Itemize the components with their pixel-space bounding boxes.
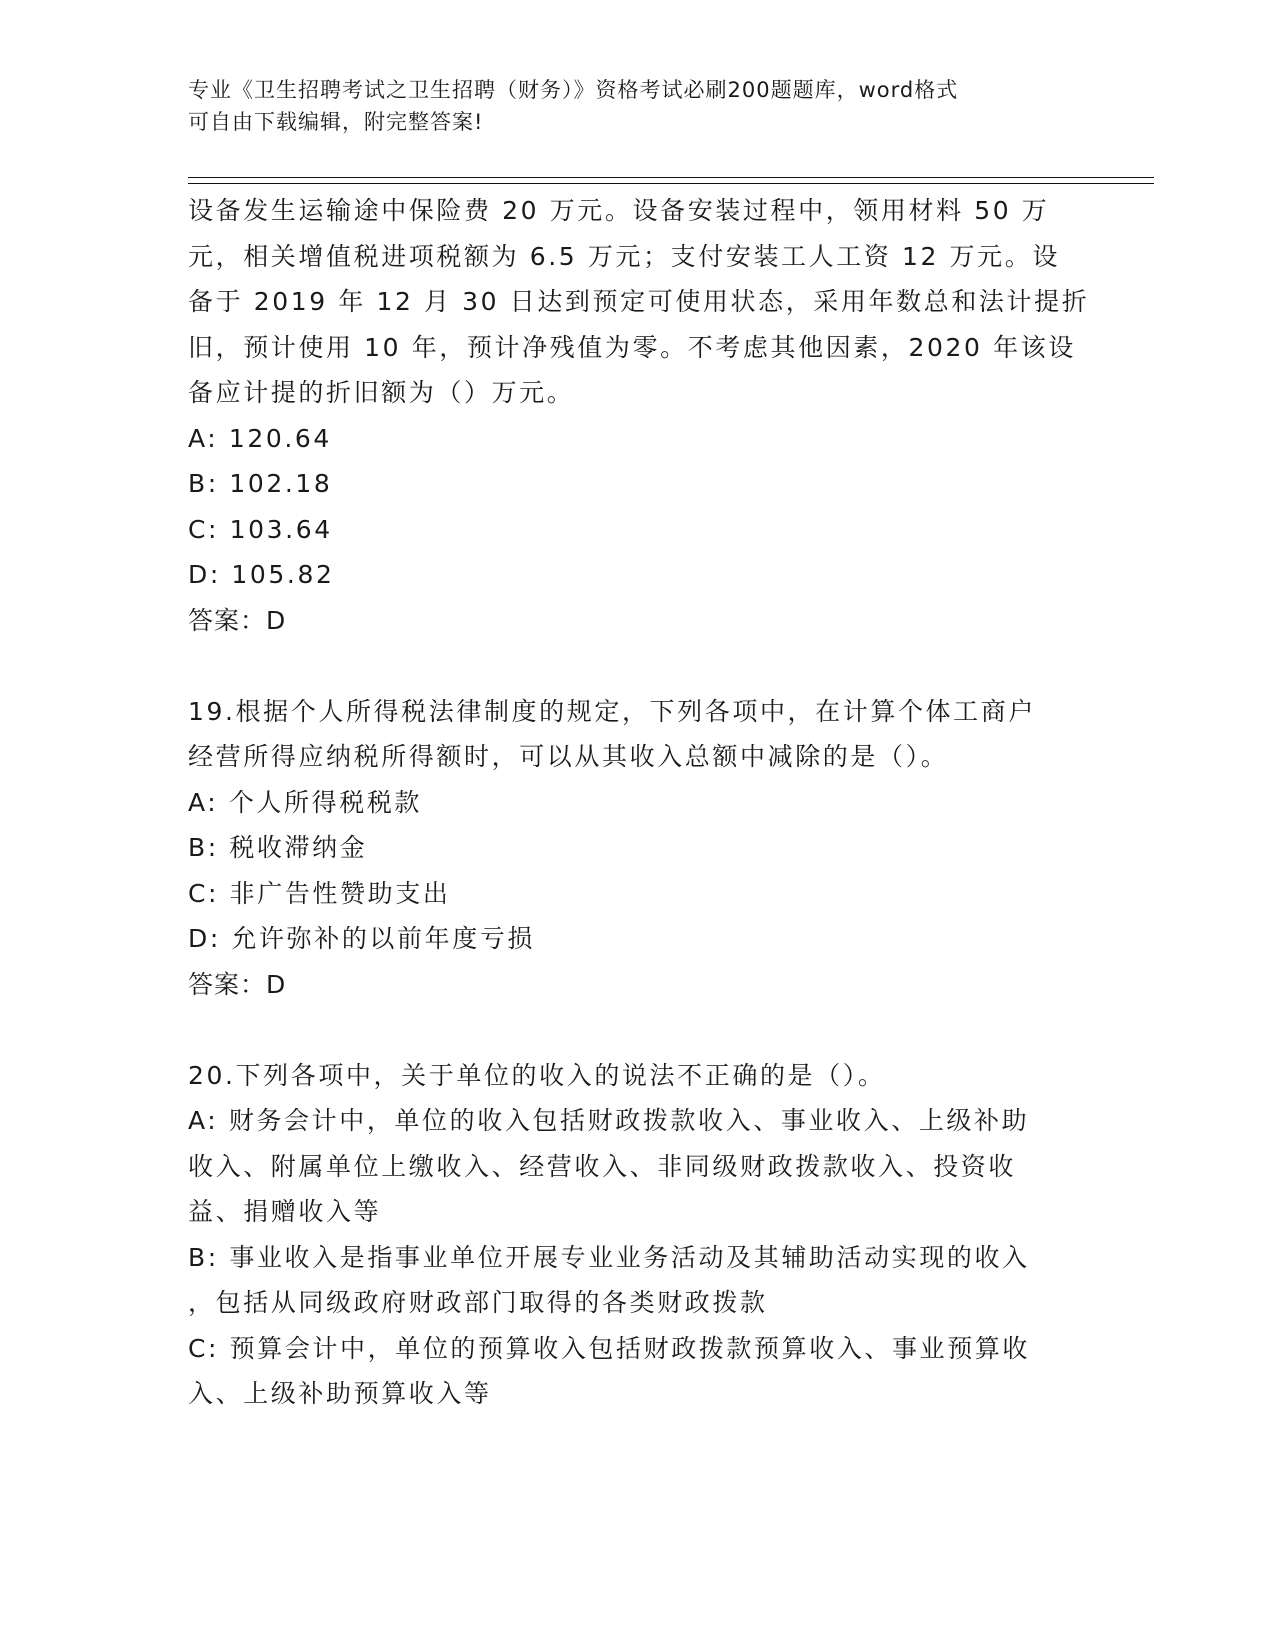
option-a: A: 个人所得税税款 (188, 787, 423, 817)
option-a: A: 120.64 (188, 423, 332, 453)
option-a-line: 益、捐赠收入等 (188, 1197, 382, 1226)
question-stem-line: 备应计提的折旧额为（）万元。 (188, 378, 575, 407)
question-20 (188, 1053, 1088, 1417)
question-spacer (188, 643, 1088, 689)
option-a-line: 收入、附属单位上缴收入、经营收入、非同级财政拨款收入、投资收 (188, 1151, 1017, 1181)
question-stem-line: 20.下列各项中，关于单位的收入的说法不正确的是（）。 (188, 1060, 886, 1090)
question-stem-line: 19.根据个人所得税法律制度的规定，下列各项中，在计算个体工商户 (188, 696, 1036, 726)
header-line-1: 专业《卫生招聘考试之卫生招聘（财务）》资格考试必刷200题题库，word格式 (188, 78, 959, 102)
page-header (188, 74, 1068, 138)
option-c-line: 入、上级补助预算收入等 (188, 1379, 492, 1408)
option-b-line: ，包括从同级政府财政部门取得的各类财政拨款 (188, 1288, 768, 1317)
question-19 (188, 689, 1088, 1008)
option-a-line: A: 财务会计中，单位的收入包括财政拨款收入、事业收入、上级补助 (188, 1106, 1030, 1135)
header-divider-bottom (188, 183, 1154, 184)
question-stem-line: 旧，预计使用 10 年，预计净残值为零。不考虑其他因素，2020 年该设 (188, 332, 1076, 362)
question-stem-line: 备于 2019 年 12 月 30 日达到预定可使用状态，采用年数总和法计提折 (188, 287, 1090, 316)
question-18 (188, 188, 1088, 643)
question-stem-line: 设备发生运输途中保险费 20 万元。设备安装过程中，领用材料 50 万 (188, 196, 1050, 225)
option-b: B: 102.18 (188, 469, 333, 498)
header-line-2: 可自由下载编辑，附完整答案! (188, 110, 484, 134)
question-spacer (188, 1007, 1088, 1053)
option-c: C: 非广告性赞助支出 (188, 878, 451, 908)
option-c: C: 103.64 (188, 514, 333, 544)
document-body (188, 188, 1088, 1417)
header-divider-top (188, 177, 1154, 178)
question-stem-line: 元，相关增值税进项税额为 6.5 万元；支付安装工人工资 12 万元。设 (188, 241, 1060, 271)
option-d: D: 105.82 (188, 560, 335, 589)
option-b: B: 税收滞纳金 (188, 833, 368, 862)
option-d: D: 允许弥补的以前年度亏损 (188, 924, 536, 953)
option-c-line: C: 预算会计中，单位的预算收入包括财政拨款预算收入、事业预算收 (188, 1333, 1031, 1363)
answer-label: 答案：D (188, 605, 287, 635)
option-b-line: B: 事业收入是指事业单位开展专业业务活动及其辅助活动实现的收入 (188, 1242, 1030, 1272)
answer-label: 答案：D (188, 969, 287, 999)
question-stem-line: 经营所得应纳税所得额时，可以从其收入总额中减除的是（）。 (188, 742, 949, 771)
